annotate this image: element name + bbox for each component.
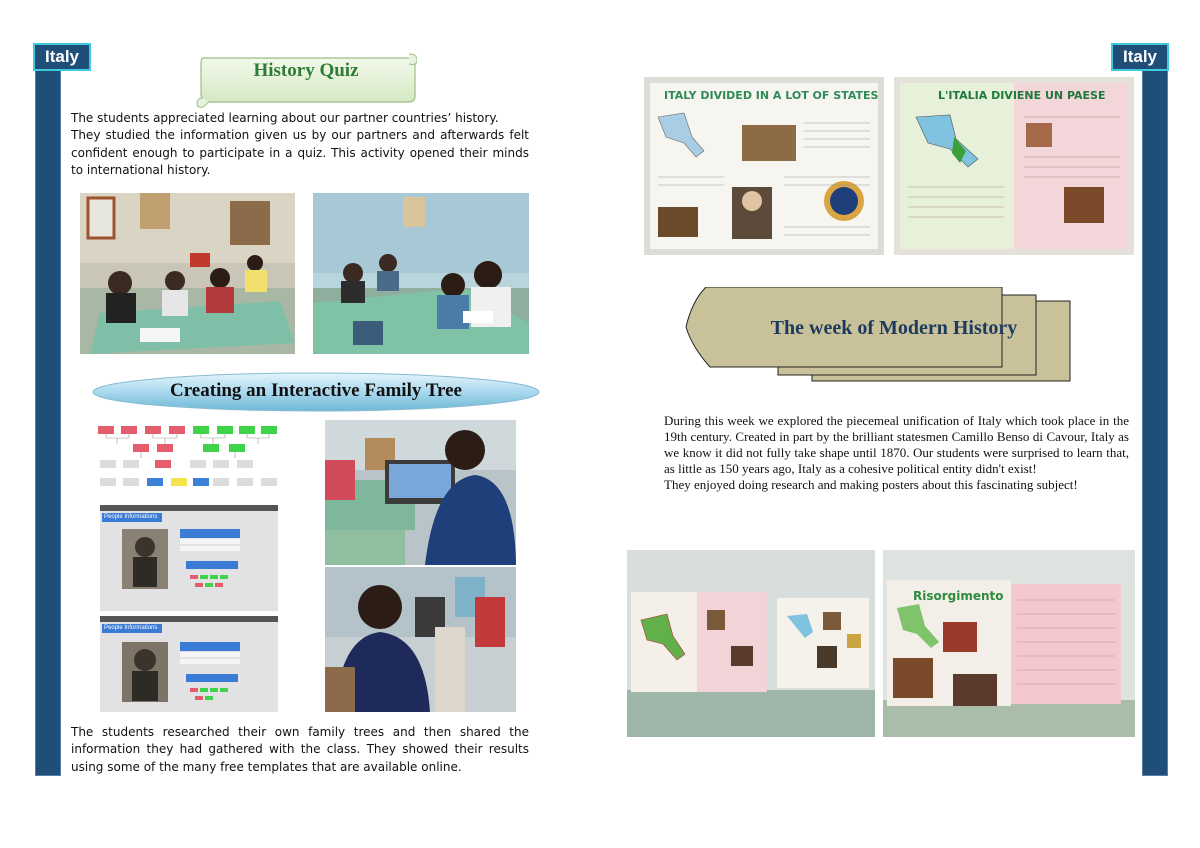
quiz-paragraph-2: They studied the information given us by our partners and afterwards felt confident enough to participate in a quiz. This activity opened their minds to international history.	[71, 128, 529, 178]
student-laptop-photo-2	[325, 567, 516, 712]
family-tree-banner	[92, 372, 540, 412]
people-info-label-1: People Informations	[104, 514, 158, 520]
quiz-paragraph-1: The students appreciated learning about our partner countries’ history.	[71, 111, 499, 125]
history-quiz-banner	[195, 52, 417, 109]
family-tree-diagram	[95, 420, 280, 492]
svg-text:L'ITALIA DIVIENE UN PAESE: L'ITALIA DIVIENE UN PAESE	[938, 89, 1106, 102]
people-information-panel-1	[100, 505, 278, 611]
svg-text:ITALY DIVIDED IN A LOT OF STAT: ITALY DIVIDED IN A LOT OF STATES	[664, 89, 879, 102]
svg-text:Risorgimento: Risorgimento	[913, 589, 1004, 603]
country-tag-left: Italy	[33, 43, 91, 71]
people-information-panel-2	[100, 616, 278, 712]
left-sidebar	[35, 64, 61, 776]
student-laptop-photo-1	[325, 420, 516, 565]
country-tag-right: Italy	[1111, 43, 1169, 71]
modern-history-title: The week of Modern History	[770, 317, 1018, 339]
poster-photo-italy-unified	[894, 77, 1134, 255]
modern-history-paragraph-2: They enjoyed doing research and making posters about this fascinating subject!	[664, 477, 1078, 492]
classroom-quiz-photo-1	[80, 193, 295, 354]
poster-photo-italy-divided	[644, 77, 884, 255]
poster-wall-photo-2	[883, 550, 1135, 737]
modern-history-banner	[684, 287, 1072, 383]
quiz-intro-text	[71, 110, 529, 180]
classroom-quiz-photo-2	[313, 193, 529, 354]
family-tree-title: Creating an Interactive Family Tree	[170, 380, 462, 401]
poster-wall-photo-1	[627, 550, 875, 737]
modern-history-paragraph-1: During this week we explored the piecemeal unification of Italy which took place in the 19th century. Created in part by the brilliant statesmen Camillo Benso di Cavour, Italy as we know it did not fully take shape until 1870. Our students were surprised to learn that, as little as 150 years ago, Italy as a cohesive political entity didn't exist!	[664, 413, 1129, 476]
right-sidebar	[1142, 64, 1168, 776]
history-quiz-title: History Quiz	[253, 60, 359, 81]
people-info-label-2: People Informations	[104, 625, 158, 631]
modern-history-text	[664, 413, 1129, 493]
family-tree-text: The students researched their own family trees and then shared the information they had gathered with the class. They showed their results using some of the many free templates that are available online.	[71, 725, 529, 774]
